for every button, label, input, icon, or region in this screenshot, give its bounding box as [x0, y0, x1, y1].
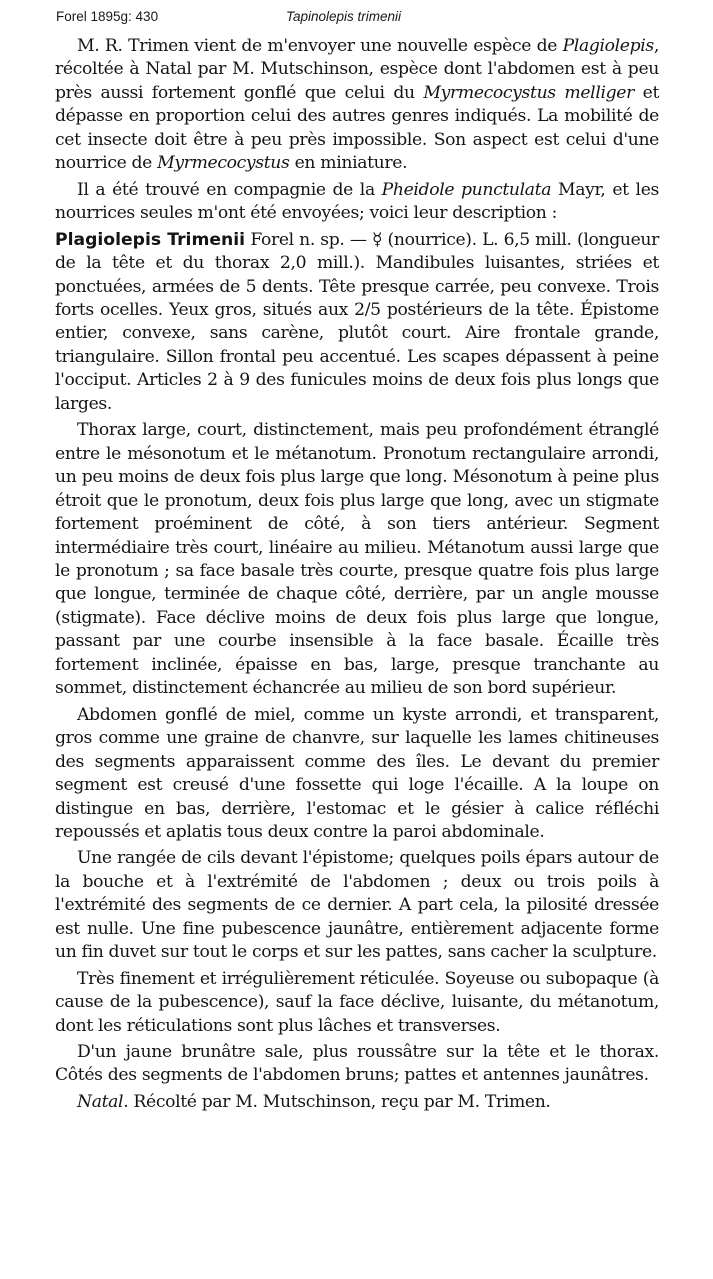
citation-label: Forel 1895g: 430	[56, 9, 159, 24]
paragraph-abdomen: Abdomen gonflé de miel, comme un kyste arrondi, et transparent, gros comme une graine de chanvre, sur laquelle les lames chitineuses des segments apparaissent comme des îles. Le devant du premier segment est creusé d'une fossette qui loge l'écaille. A la loupe on distingue en bas, derrière, l'estomac et le gésier à calice réfléchi repoussés et aplatis tous deux contre la paroi abdominale.	[55, 704, 659, 842]
text-run: Forel n. sp. — ☿ (nourrice). L. 6,5 mill. (longueur de la tête et du thorax 2,0 mill.). Mandibules luisantes, striées et ponctuées, armées de 5 dents. Tête presque carrée, peu convexe. Trois forts ocelles. Yeux gros, situés aux 2/5 postérieurs de la tête. Épistome entier, convexe, sans carène, plutôt court. Aire frontale grande, triangulaire. Sillon frontal peu accentué. Les scapes dépassent à peine l'occiput. Articles 2 à 9 des funicules moins de deux fois plus longs que larges.	[55, 229, 659, 414]
paragraph-color: D'un jaune brunâtre sale, plus roussâtre sur la tête et le thorax. Côtés des segments de l'abdomen bruns; pattes et antennes jaunâtres.	[55, 1042, 659, 1086]
paragraph-description-head	[55, 229, 659, 417]
taxon-name: Myrmecocystus	[157, 153, 290, 174]
text-run: , récoltée à Natal par M. Mutschinson, espèce dont l'abdomen est à peu près aussi fortement gonflé que celui du	[55, 36, 659, 103]
taxon-name: Myrmecocystus melliger	[423, 82, 634, 103]
paragraph-habitat	[55, 179, 659, 226]
running-header	[56, 9, 689, 27]
paragraph-thorax: Thorax large, court, distinctement, mais peu profondément étranglé entre le mésonotum et le métanotum. Pronotum rectangulaire arrondi, un peu moins de deux fois plus large que long. Mésonotum à peine plus étroit que le pronotum, deux fois plus large que long, avec un stigmate fortement proéminent de côté, à son tiers antérieur. Segment intermédiaire très court, linéaire au milieu. Métanotum aussi large que le pronotum ; sa face basale très courte, presque quatre fois plus large que longue, terminée de chaque côté, derrière, par un angle mousse (stigmate). Face déclive moins de deux fois plus large que longue, passant par une courbe insensible à la face basale. Écaille très fortement inclinée, épaisse en bas, large, presque tranchante au sommet, distinctement échancrée au milieu de son bord supérieur.	[55, 420, 659, 699]
paragraph-intro	[55, 35, 659, 176]
species-heading: Plagiolepis Trimenii	[55, 229, 246, 250]
paragraph-sculpture: Très finement et irrégulièrement réticulée. Soyeuse ou subopaque (à cause de la pubescence), sauf la face déclive, luisante, du métanotum, dont les réticulations sont plus lâches et transverses.	[55, 968, 659, 1036]
paragraph-pilosity: Une rangée de cils devant l'épistome; quelques poils épars autour de la bouche et à l'extrémité de l'abdomen ; deux ou trois poils à l'extrémité des segments de ce dernier. A part cela, la pilosité dressée est nulle. Une fine pubescence jaunâtre, entièrement adjacente forme un fin duvet sur tout le corps et sur les pattes, sans cacher la sculpture.	[55, 848, 659, 963]
taxon-name: Pheidole punctulata	[381, 179, 552, 200]
page-text	[55, 35, 659, 1114]
text-run: en miniature.	[289, 153, 408, 174]
text-run: Mayr, et les nourrices seules m'ont été envoyées; voici leur description :	[55, 179, 659, 224]
locality-name: Natal	[77, 1091, 124, 1112]
paragraph-locality	[55, 1091, 659, 1114]
text-run: Il a été trouvé en compagnie de la	[77, 179, 382, 200]
text-run: et dépasse en proportion celui des autres genres indiqués. La mobilité de cet insecte doit être à peu près impossible. Son aspect est celui d'une nourrice de	[55, 82, 659, 174]
species-title: Tapinolepis trimenii	[286, 9, 402, 24]
taxon-name: Plagiolepis	[562, 36, 654, 56]
text-run: M. R. Trimen vient de m'envoyer une nouvelle espèce de	[77, 36, 563, 56]
text-run: . Récolté par M. Mutschinson, reçu par M. Trimen.	[123, 1091, 551, 1112]
